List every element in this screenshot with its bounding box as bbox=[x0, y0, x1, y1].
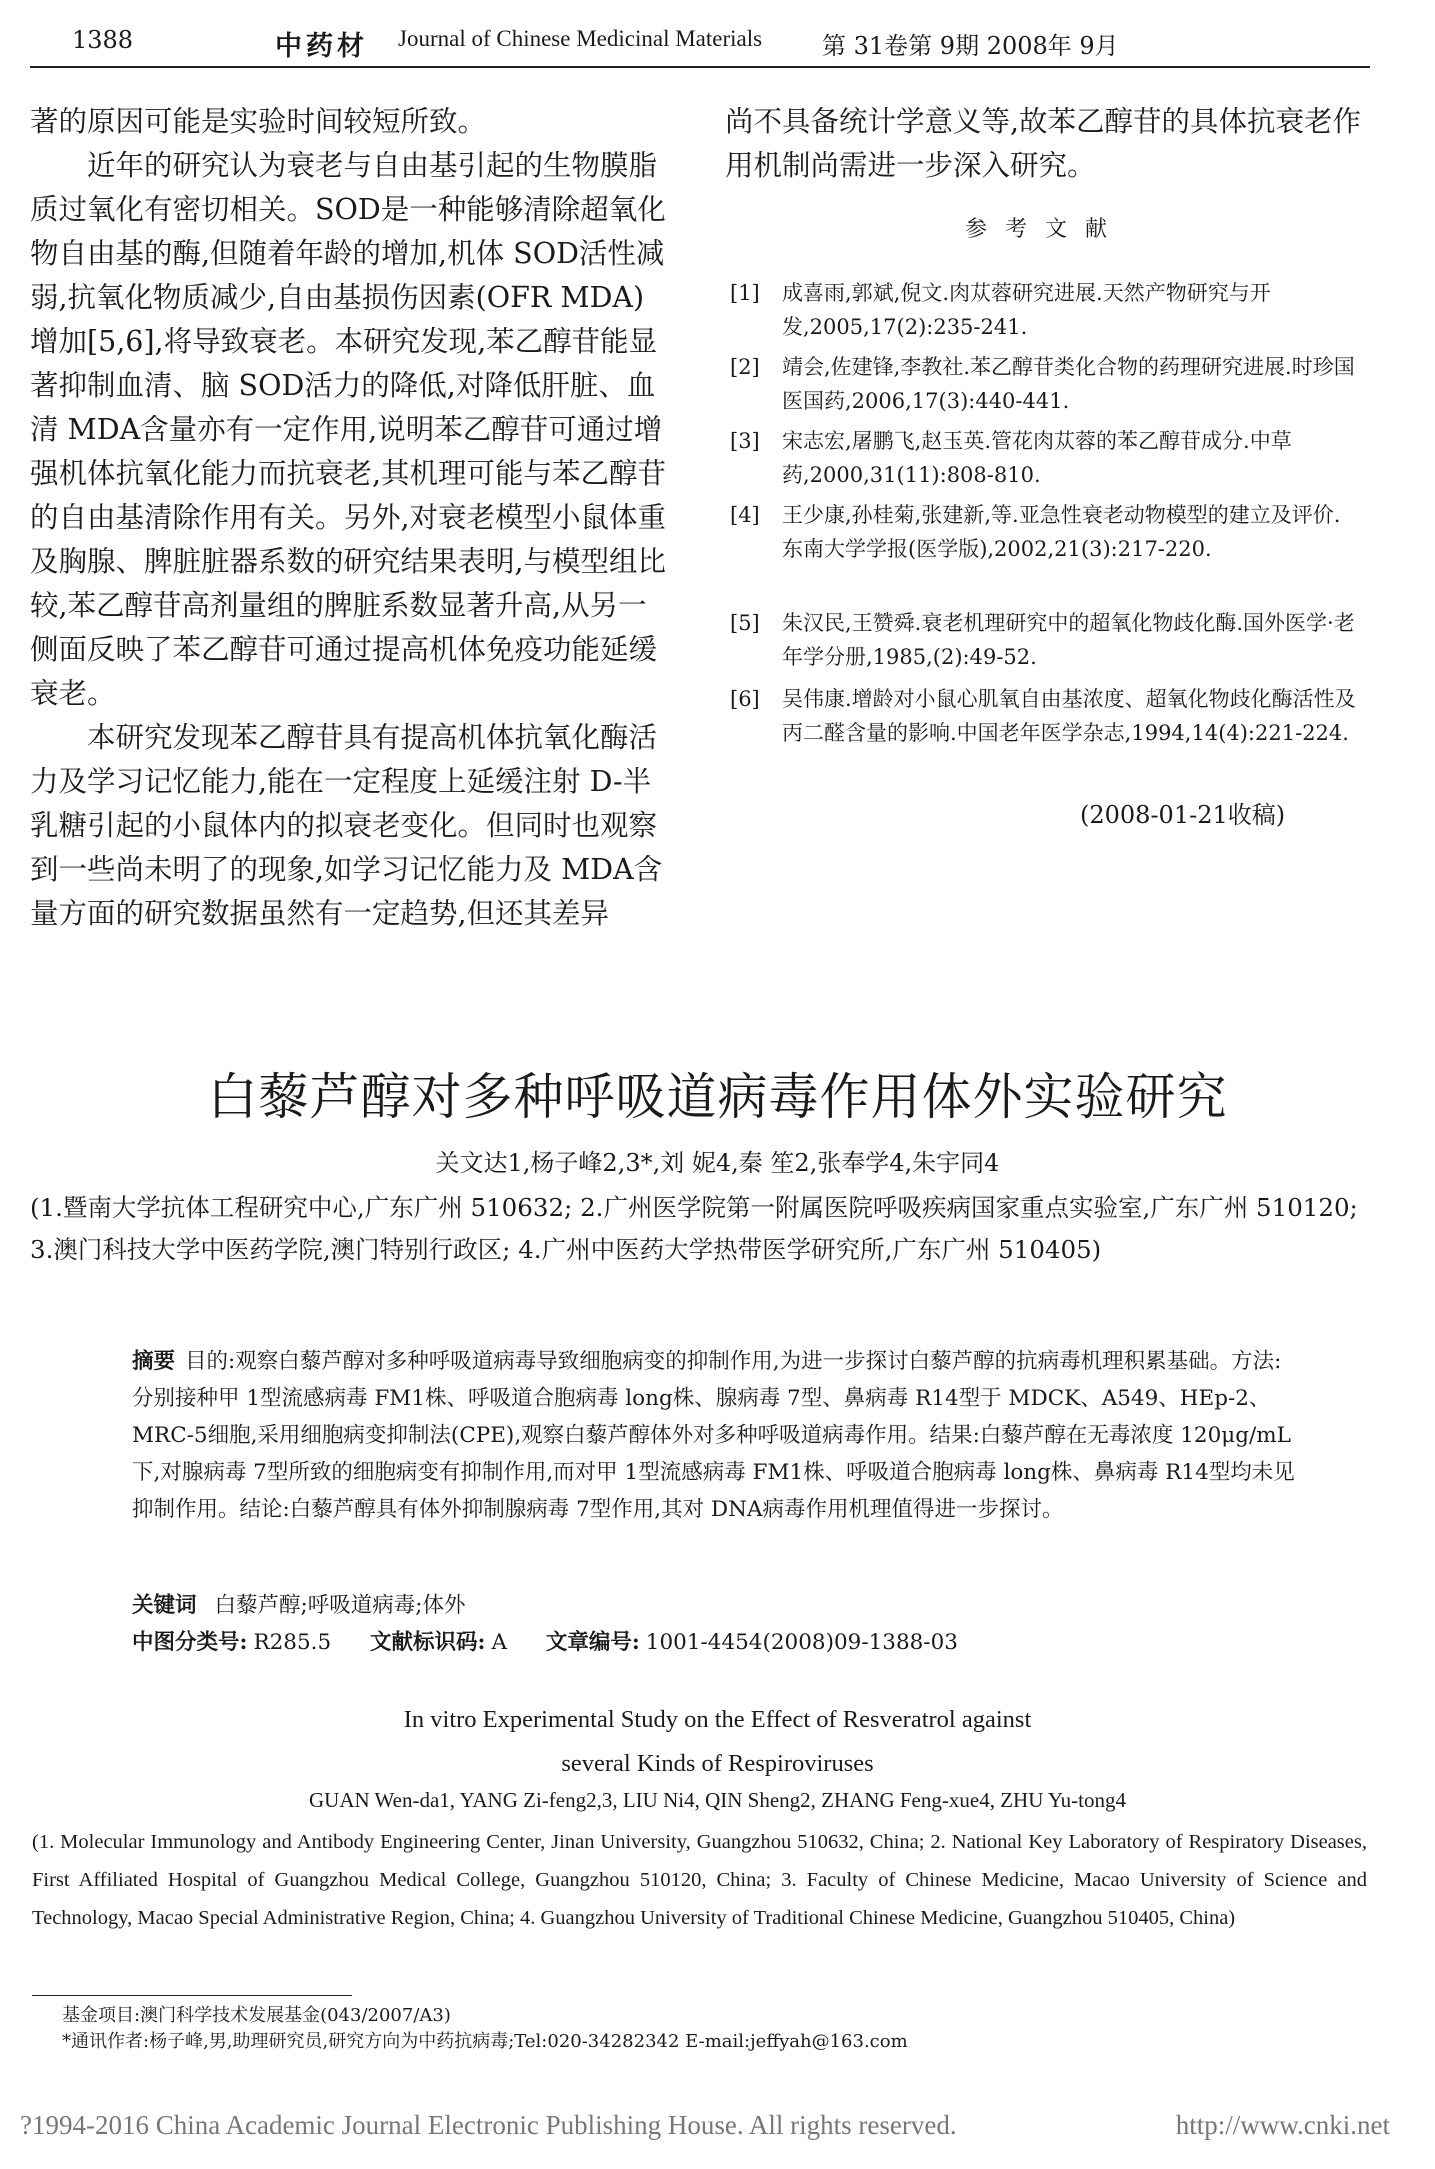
doc-code-label: 文献标识码: bbox=[370, 1630, 486, 1655]
reference-number: [5] bbox=[730, 611, 760, 635]
article-title-en-line1: In vitro Experimental Study on the Effect of Resveratrol against bbox=[403, 1706, 1032, 1733]
copyright-footer bbox=[20, 2110, 1420, 2141]
article-title-cn: 白藜芦醇对多种呼吸道病毒作用体外实验研究 bbox=[207, 1068, 1228, 1126]
reference-item bbox=[730, 606, 1370, 674]
reference-item bbox=[730, 682, 1370, 784]
left-column bbox=[30, 100, 670, 936]
reference-text: 宋志宏,屠鹏飞,赵玉英.管花肉苁蓉的苯乙醇苷成分.中草药,2000,31(11):808-810. bbox=[782, 429, 1292, 487]
article-no-value: 1001-4454(2008)09-1388-03 bbox=[645, 1630, 958, 1655]
page-number: 1388 bbox=[72, 26, 134, 54]
reference-item bbox=[730, 350, 1370, 418]
references-title: 参考文献 bbox=[964, 217, 1125, 242]
corresponding-author-note: *通讯作者:杨子峰,男,助理研究员,研究方向为中药抗病毒;Tel:020-34282342 E-mail:jeffyah@163.com bbox=[62, 2031, 908, 2052]
keywords-label: 关键词 bbox=[132, 1593, 197, 1618]
abstract-text: 目的:观察白藜芦醇对多种呼吸道病毒导致细胞病变的抑制作用,为进一步探讨白藜芦醇的抗病毒机理积累基础。方法:分别接种甲 1型流感病毒 FM1株、呼吸道合胞病毒 long株、腺病毒 7型、鼻病毒 R14型于 MDCK、A549、HEp-2、MRC-5细胞,采用细胞病变抑制法(CPE),观察白藜芦醇体外对多种呼吸道病毒作用。结果:白藜芦醇在无毒浓度 120μg/mL下,对腺病毒 7型所致的细胞病变有抑制作用,而对甲 1型流感病毒 FM1株、呼吸道合胞病毒 long株、鼻病毒 R14型均未见抑制作用。结论:白藜芦醇具有体外抑制腺病毒 7型作用,其对 DNA病毒作用机理值得进一步探讨。 bbox=[132, 1349, 1295, 1522]
received-date: (2008-01-21收稿) bbox=[1080, 801, 1286, 829]
reference-number: [6] bbox=[730, 687, 760, 711]
journal-name-en: Journal of Chinese Medicinal Materials bbox=[398, 26, 763, 51]
affiliations-en: (1. Molecular Immunology and Antibody Engineering Center, Jinan University, Guangzhou 510632, China; 2. National Key Laboratory of Respiratory Diseases, First Affiliated Hospital of Guangzhou Medical College, Guangzhou 510120, China; 3. Faculty of Chinese Medicine, Macao University of Science and Technology, Macao Special Administrative Region, China; 4. Guangzhou University of Traditional Chinese Medicine, Guangzhou 510405, China) bbox=[32, 1831, 1367, 1929]
paragraph: 著的原因可能是实验时间较短所致。 bbox=[30, 105, 487, 138]
keywords-text: 白藜芦醇;呼吸道病毒;体外 bbox=[214, 1593, 466, 1618]
reference-text: 靖会,佐建锋,李教社.苯乙醇苷类化合物的药理研究进展.时珍国医国药,2006,17(3):440-441. bbox=[782, 355, 1355, 413]
reference-number: [3] bbox=[730, 429, 760, 453]
footnote-rule bbox=[32, 1995, 352, 1996]
right-column-text: 尚不具备统计学意义等,故苯乙醇苷的具体抗衰老作用机制尚需进一步深入研究。 bbox=[725, 105, 1362, 182]
article-no-label: 文章编号: bbox=[545, 1630, 640, 1655]
paragraph: 本研究发现苯乙醇苷具有提高机体抗氧化酶活力及学习记忆能力,能在一定程度上延缓注射 D-半乳糖引起的小鼠体内的拟衰老变化。但同时也观察到一些尚未明了的现象,如学习记忆能力及 MDA含量方面的研究数据虽然有一定趋势,但还其差异 bbox=[30, 721, 663, 930]
reference-item bbox=[730, 276, 1370, 344]
header-rule bbox=[30, 66, 1370, 68]
authors-en: GUAN Wen-da1, YANG Zi-feng2,3, LIU Ni4, QIN Sheng2, ZHANG Feng-xue4, ZHU Yu-tong4 bbox=[309, 1788, 1126, 1812]
reference-text: 王少康,孙桂菊,张建新,等.亚急性衰老动物模型的建立及评价.东南大学学报(医学版),2002,21(3):217-220. bbox=[782, 503, 1341, 561]
keywords bbox=[132, 1588, 466, 1619]
reference-text: 吴伟康.增龄对小鼠心肌氧自由基浓度、超氧化物歧化酶活性及丙二醛含量的影响.中国老年医学杂志,1994,14(4):221-224. bbox=[782, 687, 1356, 745]
reference-text: 成喜雨,郭斌,倪文.肉苁蓉研究进展.天然产物研究与开发,2005,17(2):235-241. bbox=[782, 281, 1271, 339]
reference-number: [4] bbox=[730, 503, 760, 527]
copyright-text: ?1994-2016 China Academic Journal Electronic Publishing House. All rights reserved. bbox=[20, 2110, 957, 2140]
reference-text: 朱汉民,王赞舜.衰老机理研究中的超氧化物歧化酶.国外医学·老年学分册,1985,(2):49-52. bbox=[782, 611, 1355, 669]
article-title-en-line2: several Kinds of Respiroviruses bbox=[561, 1750, 874, 1777]
abstract-label: 摘要 bbox=[132, 1349, 176, 1374]
reference-number: [1] bbox=[730, 281, 760, 305]
abstract bbox=[132, 1343, 1302, 1528]
funding-note: 基金项目:澳门科学技术发展基金(043/2007/A3) bbox=[62, 2005, 451, 2026]
reference-item bbox=[730, 498, 1370, 600]
authors-cn: 关文达1,杨子峰2,3*,刘 妮4,秦 笙2,张奉学4,朱宇同4 bbox=[435, 1149, 1000, 1177]
class-label: 中图分类号: bbox=[132, 1630, 248, 1655]
affiliations-cn: (1.暨南大学抗体工程研究中心,广东广州 510632; 2.广州医学院第一附属医院呼吸疾病国家重点实验室,广东广州 510120; 3.澳门科技大学中医药学院,澳门特别行政区; 4.广州中医药大学热带医学研究所,广东广州 510405) bbox=[30, 1193, 1358, 1264]
cnki-link[interactable]: http://www.cnki.net bbox=[1175, 2110, 1390, 2140]
doc-code-value: A bbox=[491, 1630, 507, 1655]
reference-number: [2] bbox=[730, 355, 760, 379]
issue-info: 第 31卷第 9期 2008年 9月 bbox=[822, 32, 1119, 60]
classification-line bbox=[132, 1625, 958, 1656]
class-value: R285.5 bbox=[253, 1630, 332, 1655]
article-title-en bbox=[0, 1698, 1435, 1786]
journal-name-cn: 中药材 bbox=[275, 31, 368, 62]
paragraph: 近年的研究认为衰老与自由基引起的生物膜脂质过氧化有密切相关。SOD是一种能够清除超氧化物自由基的酶,但随着年龄的增加,机体 SOD活性减弱,抗氧化物质减少,自由基损伤因素(OFR MDA)增加[5,6],将导致衰老。本研究发现,苯乙醇苷能显著抑制血清、脑 SOD活力的降低,对降低肝脏、血清 MDA含量亦有一定作用,说明苯乙醇苷可通过增强机体抗氧化能力而抗衰老,其机理可能与苯乙醇苷的自由基清除作用有关。另外,对衰老模型小鼠体重及胸腺、脾脏脏器系数的研究结果表明,与模型组比较,苯乙醇苷高剂量组的脾脏系数显著升高,从另一侧面反映了苯乙醇苷可通过提高机体免疫功能延缓衰老。 bbox=[30, 149, 667, 710]
reference-item bbox=[730, 424, 1370, 492]
